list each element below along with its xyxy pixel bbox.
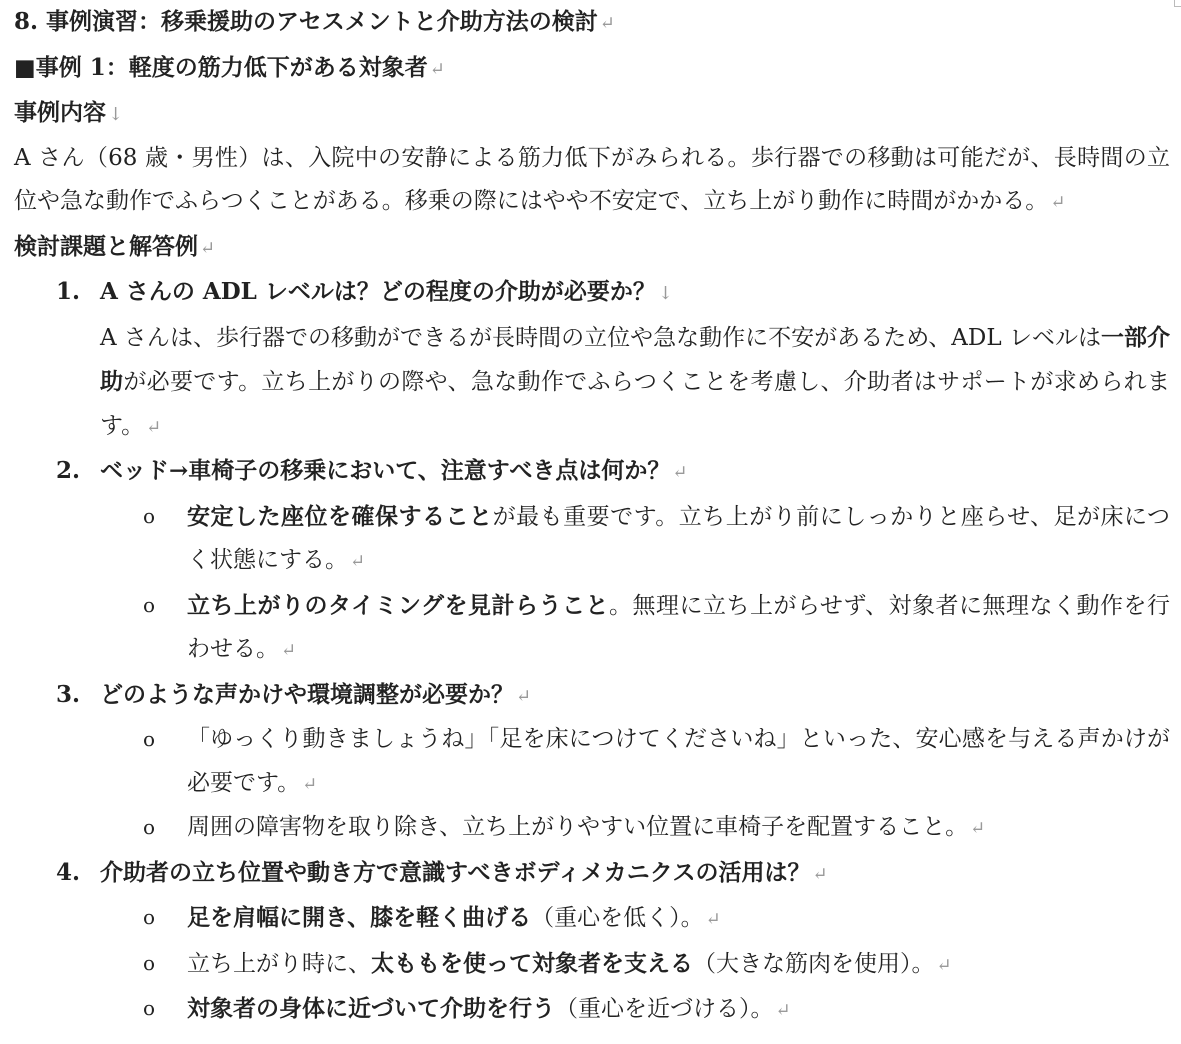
paragraph-mark-icon: ↵ xyxy=(775,1000,791,1021)
line-break-mark-icon: ↓ xyxy=(657,283,673,304)
list-item xyxy=(14,806,1170,851)
answer-text: 「ゆっくり動きましょうね」「足を床につけてくださいね」といった、安心感を与える声かけが必要です。 xyxy=(187,726,1170,796)
paragraph-mark-icon: ↵ xyxy=(146,416,162,438)
question-number: 3. xyxy=(56,680,81,708)
question-text: 介助者の立ち位置や動き方で意識すべきボディメカニクスの活用は？ xyxy=(100,858,811,886)
tasks-label-text: 検討課題と解答例 xyxy=(14,232,198,260)
answer-text: （重心を近づける）。 xyxy=(555,996,774,1022)
answer-emphasis: 立ち上がりのタイミングを見計らうこと xyxy=(187,591,610,619)
document-page xyxy=(14,0,1170,1033)
answer-text: （大きな筋肉を使用）。 xyxy=(693,950,935,977)
bullet-icon: o xyxy=(143,727,156,751)
page-corner-mark xyxy=(1174,0,1181,7)
answer-emphasis: 足を肩幅に開き、膝を軽く曲げる xyxy=(187,904,532,931)
question-number: 4. xyxy=(56,858,81,886)
list-item xyxy=(14,896,1170,942)
paragraph-mark-icon: ↵ xyxy=(705,909,721,930)
paragraph-mark-icon: ↵ xyxy=(302,773,318,795)
question-number: 2. xyxy=(56,457,81,484)
paragraph-mark-icon: ↵ xyxy=(970,818,986,839)
answer-emphasis: 安定した座位を確保すること xyxy=(187,502,493,530)
answer-emphasis: 一部介助 xyxy=(100,323,1171,395)
paragraph-mark-icon: ↵ xyxy=(350,551,366,572)
case-heading xyxy=(14,46,1170,92)
case-heading-text: ■事例 1：軽度の筋力低下がある対象者 xyxy=(14,53,428,81)
answer-text: A さんは、歩行器での移動ができるが長時間の立位や急な動作に不安があるため、ADL レベルは xyxy=(100,324,1101,351)
bullet-icon: o xyxy=(143,905,156,929)
paragraph-mark-icon: ↵ xyxy=(1050,192,1066,213)
list-item xyxy=(14,495,1170,584)
paragraph-mark-icon: ↵ xyxy=(516,685,532,707)
case-description xyxy=(14,137,1170,225)
bullet-icon: o xyxy=(143,996,156,1020)
section-title-text: 8. 事例演習：移乗援助のアセスメントと介助方法の検討 xyxy=(14,8,598,35)
tasks-label xyxy=(14,225,1170,271)
question-text: どのような声かけや環境調整が必要か？ xyxy=(100,680,514,708)
answer-text: 。無理に立ち上がらせず、対象者に無理なく動作を行わせる。 xyxy=(187,592,1170,662)
bullet-icon: o xyxy=(143,503,156,528)
list-item xyxy=(14,942,1170,988)
line-break-mark-icon: ↓ xyxy=(108,104,124,125)
answer-text: が最も重要です。立ち上がり前にしっかりと座らせ、足が床につく状態にする。 xyxy=(187,503,1170,573)
answer-text: が必要です。立ち上がりの際や、急な動作でふらつくことを考慮し、介助者はサポートが求められます。 xyxy=(100,369,1170,439)
section-title xyxy=(14,0,1170,46)
paragraph-mark-icon: ↵ xyxy=(200,237,216,259)
list-item xyxy=(14,718,1170,806)
case-content-label-text: 事例内容 xyxy=(14,99,106,126)
paragraph-mark-icon: ↵ xyxy=(672,462,688,483)
question-1 xyxy=(14,270,1170,316)
answer-emphasis: 太ももを使って対象者を支える xyxy=(371,949,693,977)
bullet-icon: o xyxy=(143,815,156,839)
paragraph-mark-icon: ↵ xyxy=(936,954,952,976)
case-description-text: A さん（68 歳・男性）は、入院中の安静による筋力低下がみられる。歩行器での移動は可能だが、長時間の立位や急な動作でふらつくことがある。移乗の際にはやや不安定で、立ち上がり動作に時間がかかる。 xyxy=(14,144,1170,214)
answer-emphasis: 対象者の身体に近づいて介助を行う xyxy=(187,995,555,1022)
question-number: 1. xyxy=(56,278,81,305)
paragraph-mark-icon: ↵ xyxy=(599,13,615,34)
bullet-icon: o xyxy=(143,592,156,617)
answer-text: 立ち上がり時に、 xyxy=(187,950,371,977)
case-content-label xyxy=(14,91,1170,137)
paragraph-mark-icon: ↵ xyxy=(429,58,445,80)
question-text: ベッド→車椅子の移乗において、注意すべき点は何か？ xyxy=(100,457,671,484)
question-2 xyxy=(14,449,1170,495)
list-item xyxy=(14,987,1170,1033)
answer-text: （重心を低く）。 xyxy=(531,905,704,931)
bullet-icon: o xyxy=(143,950,156,975)
question-text: A さんの ADL レベルは？どの程度の介助が必要か？ xyxy=(100,278,656,305)
paragraph-mark-icon: ↵ xyxy=(281,640,297,661)
answer-text: 周囲の障害物を取り除き、立ち上がりやすい位置に車椅子を配置すること。 xyxy=(187,814,969,840)
paragraph-mark-icon: ↵ xyxy=(812,863,828,885)
question-3 xyxy=(14,673,1170,719)
answer-1 xyxy=(14,316,1170,450)
question-4 xyxy=(14,851,1170,897)
list-item xyxy=(14,584,1170,673)
